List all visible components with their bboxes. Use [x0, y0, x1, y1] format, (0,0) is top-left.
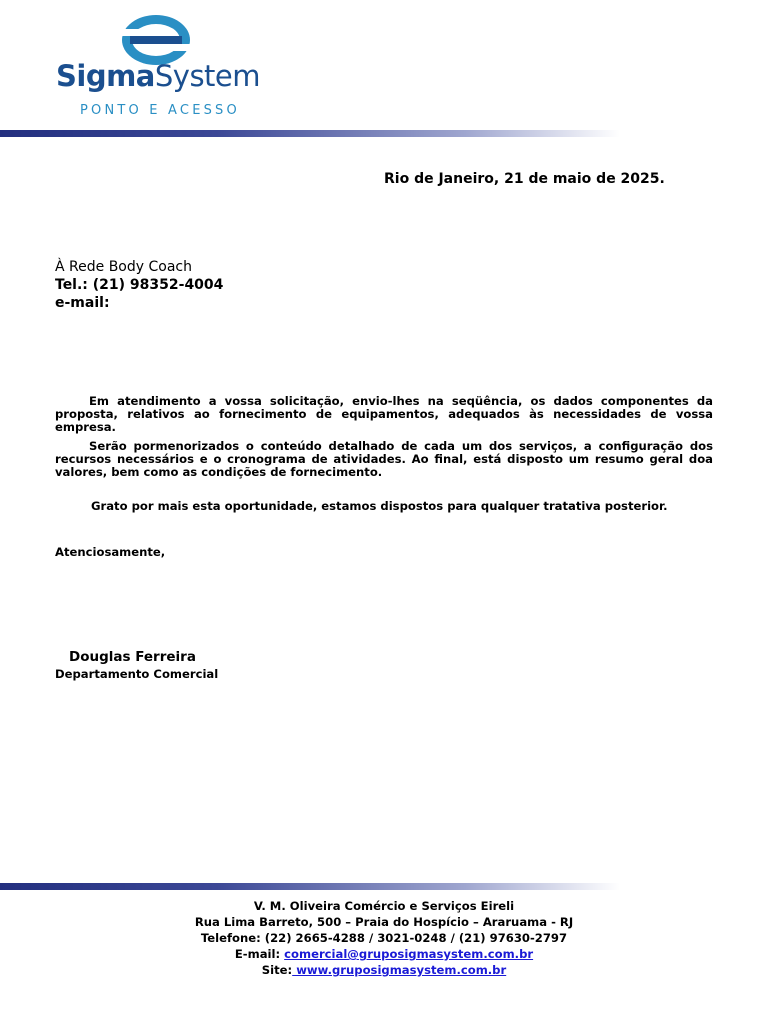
signer-department: Departamento Comercial — [55, 667, 219, 681]
brand-word-sigma: Sigma — [56, 59, 155, 93]
recipient-name: À Rede Body Coach — [55, 259, 192, 275]
footer — [0, 898, 768, 978]
footer-site-line — [0, 962, 768, 978]
letter-date: Rio de Janeiro, 21 de maio de 2025. — [384, 171, 665, 187]
body-paragraph-3: Grato por mais esta oportunidade, estamos dispostos para qualquer tratativa posterior. — [91, 499, 668, 513]
footer-phones: Telefone: (22) 2665-4288 / 3021-0248 / (21) 97630-2797 — [200, 931, 568, 945]
footer-rule — [0, 883, 620, 890]
footer-site-label: Site: — [261, 963, 293, 977]
footer-company: V. M. Oliveira Comércio e Serviços Eireli — [253, 899, 515, 913]
body-paragraph-2: Serão pormenorizados o conteúdo detalhado de cada um dos serviços, a configuração dos recursos necessários e o cronograma de atividades. Ao final, está disposto um resumo geral doa valores, bem como as condições de fornecimento. — [55, 439, 713, 479]
brand-name — [56, 59, 261, 93]
closing-salutation: Atenciosamente, — [55, 545, 166, 559]
brand-word-system: System — [154, 59, 261, 93]
body-paragraph-1: Em atendimento a vossa solicitação, envio-lhes na seqüência, os dados componentes da proposta, relativos ao fornecimento de equipamentos, adequados às necessidades de vossa empresa. — [55, 394, 713, 434]
footer-email-label: E-mail: — [234, 947, 285, 961]
footer-email-line — [0, 946, 768, 962]
recipient-email-label: e-mail: — [55, 295, 110, 311]
footer-site-link[interactable]: www.gruposigmasystem.com.br — [292, 963, 507, 977]
footer-email-link[interactable]: comercial@gruposigmasystem.com.br — [284, 947, 534, 961]
signer-name: Douglas Ferreira — [69, 649, 196, 665]
brand-tagline: PONTO E ACESSO — [80, 103, 240, 118]
footer-address: Rua Lima Barreto, 500 – Praia do Hospício – Araruama - RJ — [194, 915, 574, 929]
header-rule — [0, 130, 620, 137]
recipient-phone: Tel.: (21) 98352-4004 — [55, 277, 224, 293]
